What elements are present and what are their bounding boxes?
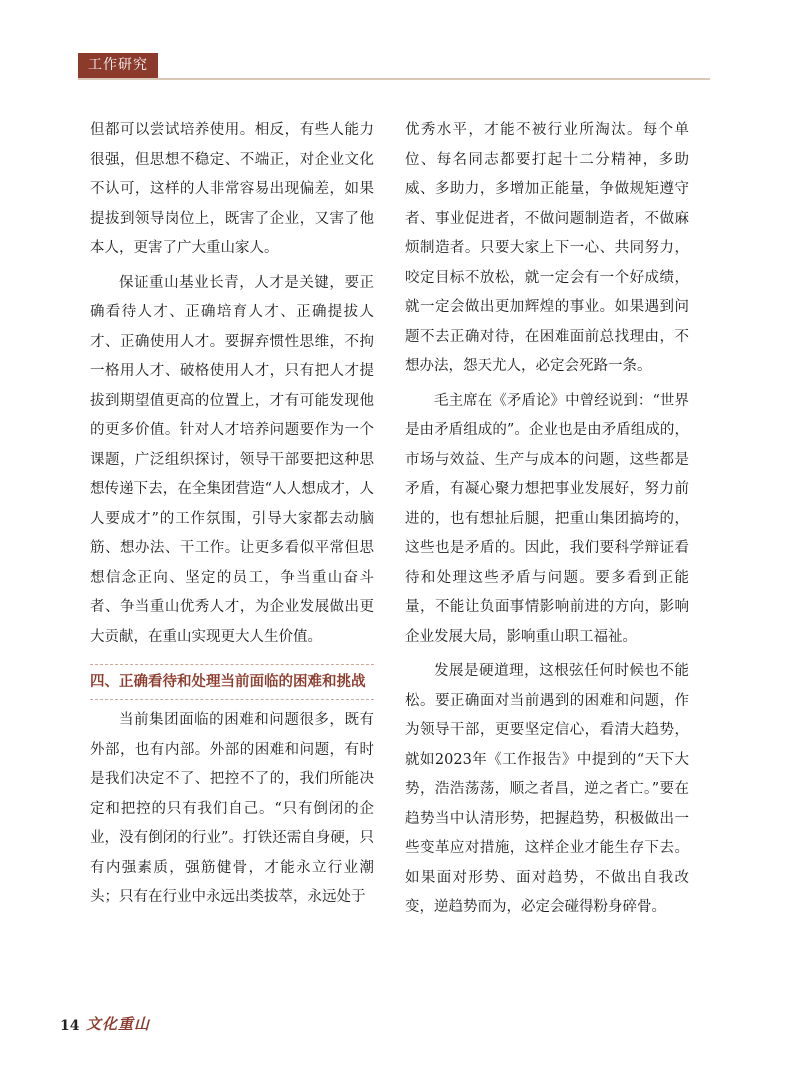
paragraph: 保证重山基业长青，人才是关键，要正确看待人才、正确培育人才、正确提拔人才、正确使用人才。要摒弃惯性思维，不拘一格用人才、破格使用人才，只有把人才提拔到期望值更高的位置上，才有可能发现他的更多价值。针对人才培养问题要作为一个课题，广泛组织探讨，领导干部要把这种思想传递下去，在全集团营造“人人想成才，人人要成才”的工作氛围，引导大家都去动脑筋、想办法、干工作。让更多看似平常但思想信念正向、坚定的员工，争当重山奋斗者、争当重山优秀人才，为企业发展做出更大贡献，在重山实现更大人生价值。	[90, 274, 374, 645]
section-heading: 四、正确看待和处理当前面临的困难和挑战	[90, 664, 374, 700]
paragraph: 优秀水平，才能不被行业所淘汰。每个单位、每名同志都要打起十二分精神，多助威、多助力，多增加正能量，争做规矩遵守者、事业促进者，不做问题制造者，不做麻烦制造者。只要大家上下一心、共同努力，咬定目标不放松，就一定会有一个好成绩，就一定会做出更加辉煌的事业。如果遇到问题不去正确对待，在困难面前总找理由，不想办法，怨天尤人，必定会死路一条。	[405, 122, 689, 374]
left-column	[90, 116, 374, 918]
header-rule	[78, 78, 710, 80]
section-label: 工作研究	[78, 53, 158, 78]
right-column	[405, 116, 689, 928]
paragraph: 毛主席在《矛盾论》中曾经说到：“世界是由矛盾组成的”。企业也是由矛盾组成的，市场与效益、生产与成本的问题，这些都是矛盾，有凝心聚力想把事业发展好，努力前进的，也有想扯后腿，把重山集团搞垮的，这些也是矛盾的。因此，我们要科学辩证看待和处理这些矛盾与问题。要多看到正能量，不能让负面事情影响前进的方向，影响企业发展大局，影响重山职工福祉。	[405, 392, 689, 645]
page-number: 14	[60, 1018, 80, 1034]
paragraph: 当前集团面临的困难和问题很多，既有外部，也有内部。外部的困难和问题，有时是我们决定不了、把控不了的，我们所能决定和把控的只有我们自己。“只有倒闭的企业，没有倒闭的行业”。打铁还需自身硬，只有内强素质，强筋健骨，才能永立行业潮头；只有在行业中永远出类拔萃，永远处于	[90, 712, 374, 905]
paragraph: 发展是硬道理，这根弦任何时候也不能松。要正确面对当前遇到的困难和问题，作为领导干部，更要坚定信心，看清大趋势，就如2023年《工作报告》中提到的“天下大势，浩浩荡荡，顺之者昌，逆之者亡。”要在趋势当中认清形势，把握趋势，积极做出一些变革应对措施，这样企业才能生存下去。如果面对形势、面对趋势，不做出自我改变，逆趋势而为，必定会碰得粉身碎骨。	[405, 663, 689, 915]
paragraph: 但都可以尝试培养使用。相反，有些人能力很强，但思想不稳定、不端正，对企业文化不认可，这样的人非常容易出现偏差，如果提拔到领导岗位上，既害了企业，又害了他本人，更害了广大重山家人。	[90, 122, 374, 256]
brand-logo: 文化重山	[86, 1015, 151, 1033]
